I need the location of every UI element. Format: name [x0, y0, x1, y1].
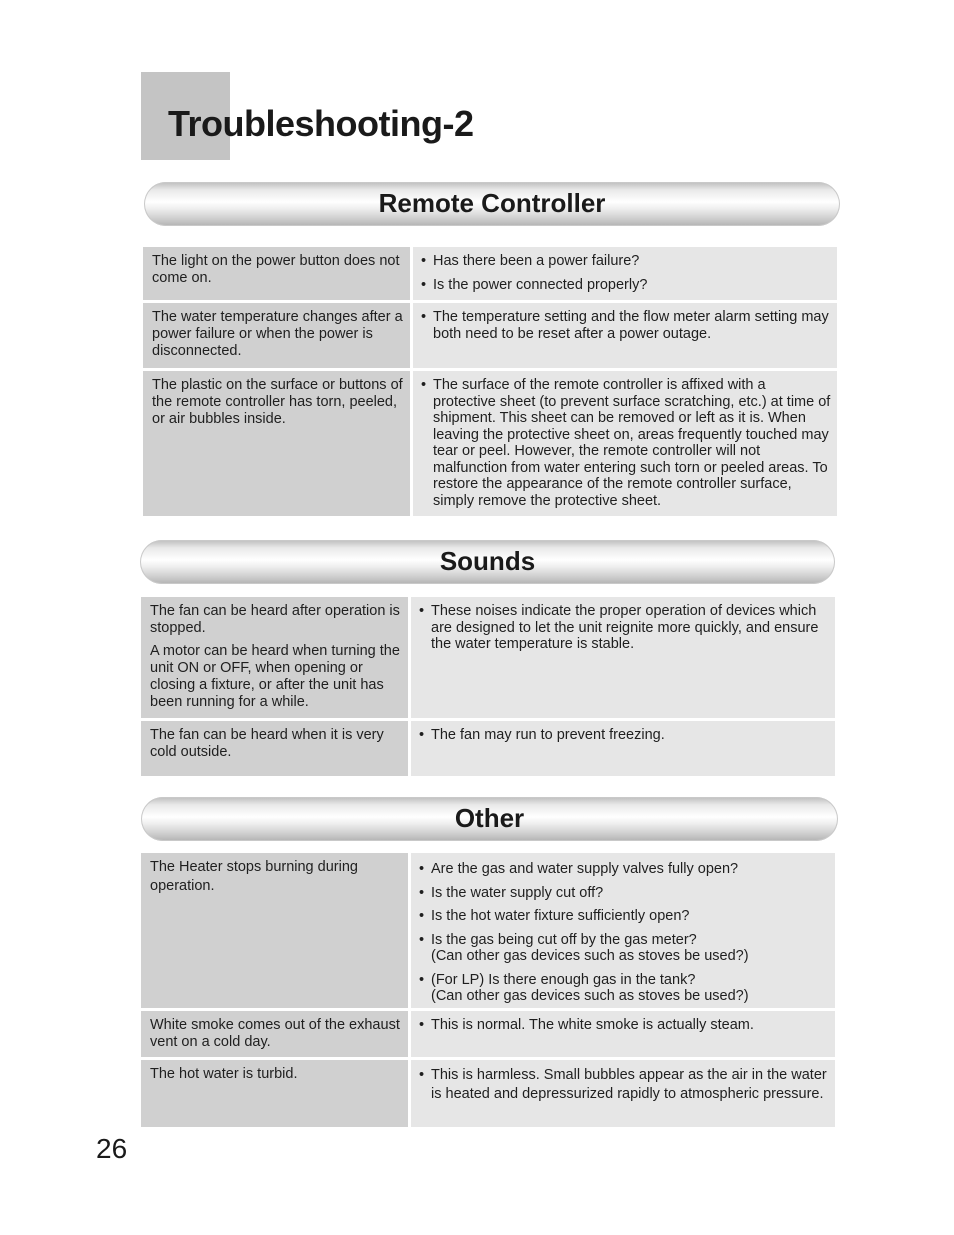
solution-cell: [408, 1011, 835, 1057]
table-row: [143, 247, 837, 303]
solution-item: • (For LP) Is there enough gas in the tank? (Can other gas devices such as stoves be used?): [419, 972, 829, 1005]
table-row: [141, 721, 835, 776]
solution-item: • The surface of the remote controller is affixed with a protective sheet (to prevent surface scratching, etc.) at time of shipment. This sheet can be removed or left as it is. When leaving the protective sheet on, areas frequently touched may tear or peel. However, the remote controller will not malfunction from water entering such torn or peeled areas. To restore the appearance of the remote controller surface, simply remove the protective sheet.: [421, 377, 831, 509]
condition-cell: [143, 303, 410, 368]
solution-cell: [408, 1060, 835, 1127]
condition-cell: [143, 371, 410, 516]
section-header-sounds: [140, 540, 835, 584]
solution-item: • Is the water supply cut off?: [419, 885, 829, 902]
condition-cell: [141, 597, 408, 718]
condition-cell: [143, 247, 410, 300]
table-row: [141, 1060, 835, 1127]
section-header-remote-controller: [144, 182, 840, 226]
table-row: [143, 371, 837, 516]
solution-item: • Are the gas and water supply valves fully open?: [419, 861, 829, 878]
table-row: [141, 597, 835, 721]
solution-item: • These noises indicate the proper operation of devices which are designed to let the unit reignite more quickly, and ensure the water temperature is stable.: [419, 603, 829, 653]
condition-cell: [141, 853, 408, 1008]
condition-text: A motor can be heard when turning the unit ON or OFF, when opening or closing a fixture, or after the unit has been running for a while.: [150, 643, 400, 710]
page-title: Troubleshooting-2: [168, 103, 474, 144]
condition-cell: [141, 721, 408, 776]
solution-cell: [410, 247, 837, 300]
section-header-other: [141, 797, 838, 841]
solution-item: • Is the power connected properly?: [421, 277, 831, 294]
solution-cell: [408, 597, 835, 718]
section-heading: Remote Controller: [378, 188, 606, 218]
condition-text: The fan can be heard when it is very cold outside.: [150, 727, 384, 760]
solution-item: • Is the gas being cut off by the gas meter? (Can other gas devices such as stoves be used?): [419, 932, 829, 965]
solution-item: • This is harmless. Small bubbles appear as the air in the water is heated and depressurized rapidly to atmospheric pressure.: [419, 1066, 829, 1103]
table-sounds: [141, 597, 835, 776]
solution-item: • Is the hot water fixture sufficiently open?: [419, 908, 829, 925]
condition-cell: [141, 1060, 408, 1127]
table-remote-controller: [143, 247, 837, 516]
condition-text: The hot water is turbid.: [150, 1066, 298, 1082]
solution-item: • The fan may run to prevent freezing.: [419, 727, 829, 744]
solution-cell: [408, 721, 835, 776]
solution-cell: [410, 303, 837, 368]
table-row: [143, 303, 837, 371]
solution-cell: [408, 853, 835, 1008]
solution-item: • Has there been a power failure?: [421, 253, 831, 270]
page-number: 26: [96, 1133, 128, 1164]
solution-cell: [410, 371, 837, 516]
condition-text: The water temperature changes after a power failure or when the power is disconnected.: [152, 309, 403, 359]
condition-text: The light on the power button does not come on.: [152, 253, 400, 286]
section-heading: Other: [454, 803, 525, 833]
condition-text: The fan can be heard after operation is stopped.: [150, 603, 400, 636]
table-other: [141, 853, 835, 1127]
table-row: [141, 853, 835, 1011]
table-row: [141, 1011, 835, 1060]
solution-item: • This is normal. The white smoke is actually steam.: [419, 1017, 829, 1034]
section-heading: Sounds: [439, 546, 536, 576]
solution-item: • The temperature setting and the flow meter alarm setting may both need to be reset after a power outage.: [421, 309, 831, 342]
condition-text: The Heater stops burning during operation.: [150, 859, 358, 894]
condition-cell: [141, 1011, 408, 1057]
condition-text: White smoke comes out of the exhaust vent on a cold day.: [150, 1017, 400, 1050]
condition-text: The plastic on the surface or buttons of the remote controller has torn, peeled, or air bubbles inside.: [152, 377, 403, 427]
